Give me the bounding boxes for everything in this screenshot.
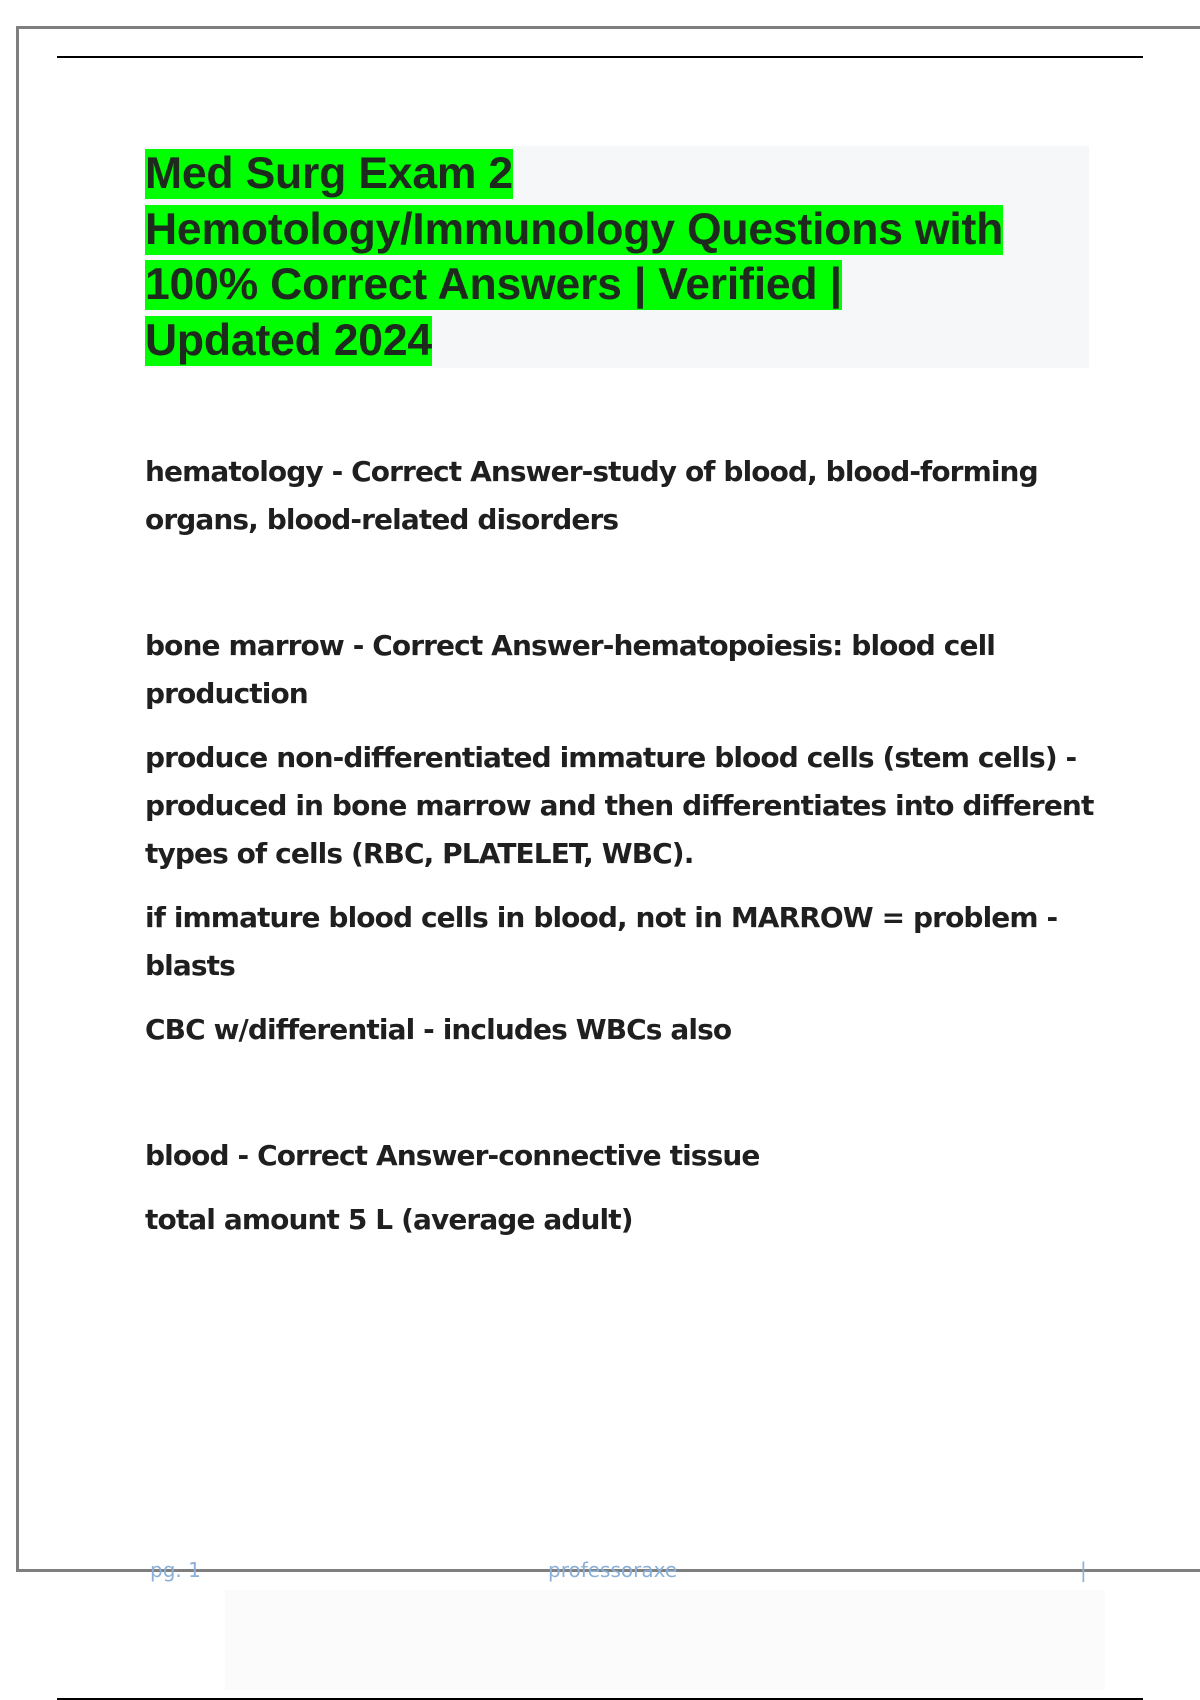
title-block — [145, 146, 1089, 368]
paragraph-bone-marrow: bone marrow - Correct Answer-hematopoiesis: blood cell production — [145, 629, 995, 710]
paragraph-hematology: hematology - Correct Answer-study of blood, blood-forming organs, blood-related disorders — [145, 455, 1038, 536]
footer-author: professoraxe — [548, 1558, 678, 1582]
paragraph-cbc: CBC w/differential - includes WBCs also — [145, 1013, 732, 1046]
next-page-background — [225, 1590, 1105, 1690]
footer-right-mark: | — [1080, 1558, 1087, 1582]
page-footer — [0, 1558, 1200, 1582]
header-rule — [57, 56, 1143, 58]
paragraph-immature-cells: if immature blood cells in blood, not in MARROW = problem - blasts — [145, 901, 1058, 982]
title-line-3: 100% Correct Answers | Verified | — [145, 260, 842, 309]
paragraph-total-amount: total amount 5 L (average adult) — [145, 1203, 633, 1236]
document-title — [145, 146, 1089, 368]
title-line-4: Updated 2024 — [145, 315, 432, 365]
title-line-1: Med Surg Exam 2 — [145, 149, 513, 198]
title-line-2: Hemotology/Immunology Questions with — [145, 204, 1004, 254]
paragraph-stem-cells: produce non-differentiated immature blood cells (stem cells) - produced in bone marrow and then differentiates into different types of cells (RBC, PLATELET, WBC). — [145, 741, 1094, 870]
footer-page-number: pg. 1 — [150, 1558, 201, 1582]
document-body — [145, 448, 1105, 1244]
paragraph-blood: blood - Correct Answer-connective tissue — [145, 1139, 760, 1172]
